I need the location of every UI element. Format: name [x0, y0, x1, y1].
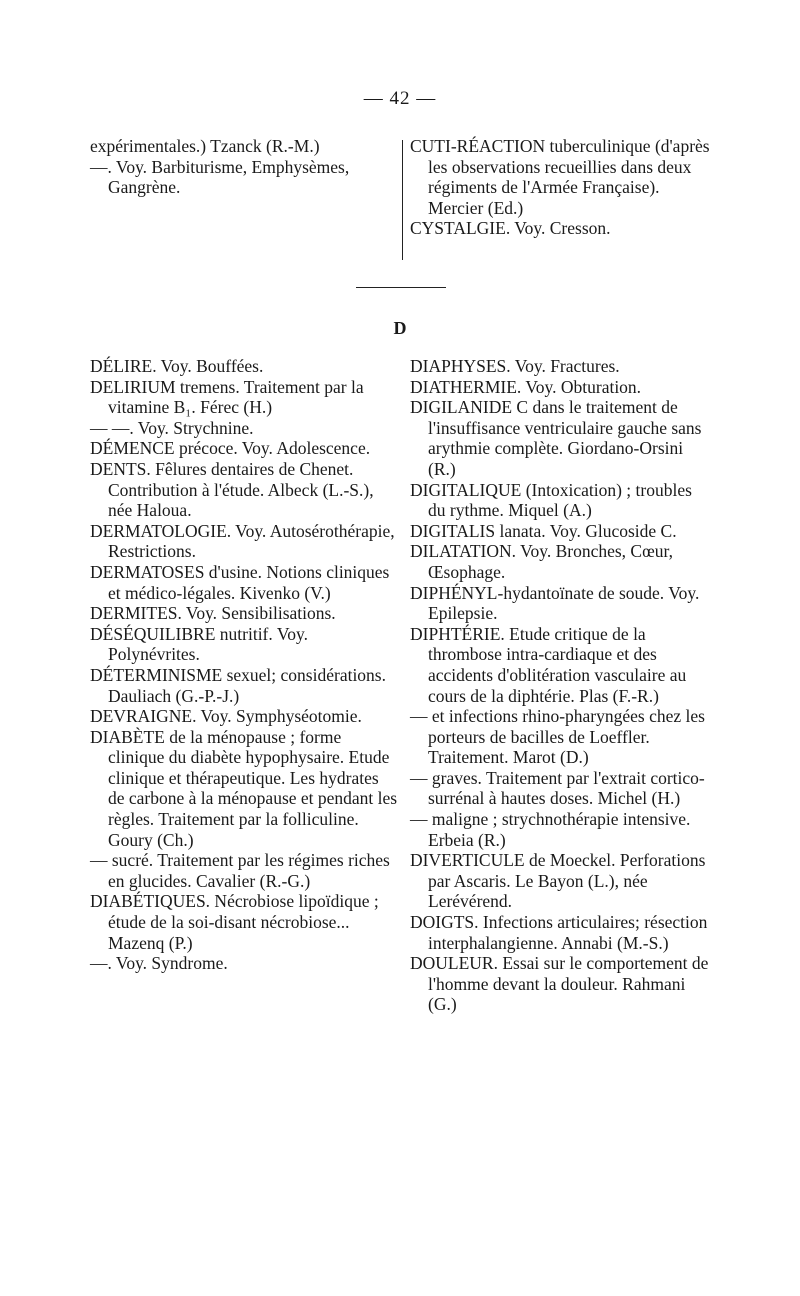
index-entry: DÉMENCE précoce. Voy. Adolescence. [90, 438, 371, 459]
index-entry: DOULEUR. Essai sur le comportement de l'homme devant la douleur. Rahmani (G.) [410, 953, 709, 1015]
top-right-column [410, 136, 710, 239]
top-left-column [90, 136, 398, 198]
section-letter: D [393, 318, 407, 338]
left-column [90, 356, 398, 974]
index-entry: DIPHÉNYL-hydantoïnate de soude. Voy. Epilepsie. [410, 582, 700, 624]
index-entry: DENTS. Fêlures dentaires de Chenet. Contribution à l'étude. Albeck (L.-S.), née Haloua. [90, 458, 374, 521]
index-entry: — maligne ; strychnothérapie intensive. Erbeia (R.) [410, 809, 691, 850]
page-number: — 42 — [363, 88, 437, 109]
index-entry: DIGILANIDE C dans le traitement de l'insuffisance ventriculaire gauche sans arythmie complète. Giordano-Orsini (R.) [410, 397, 702, 479]
index-entry: DERMATOLOGIE. Voy. Autosérothérapie, Restrictions. [90, 520, 395, 562]
index-entry: DERMATOSES d'usine. Notions cliniques et médico-légales. Kivenko (V.) [90, 561, 390, 603]
index-entry: — graves. Traitement par l'extrait cortico-surrénal à hautes doses. Michel (H.) [410, 767, 705, 809]
index-entry: DIGITALIQUE (Intoxication) ; troubles du rythme. Miquel (A.) [410, 479, 692, 521]
index-entry: — —. Voy. Strychnine. [90, 417, 254, 438]
index-entry: expérimentales.) Tzanck (R.-M.) [90, 136, 320, 156]
section-divider [356, 287, 446, 288]
index-entry: DIATHERMIE. Voy. Obturation. [410, 376, 642, 397]
index-entry: DOIGTS. Infections articulaires; résection interphalangienne. Annabi (M.-S.) [410, 912, 708, 953]
index-entry: DÉLIRE. Voy. Bouffées. [90, 356, 264, 376]
column-rule [402, 140, 403, 260]
index-entry: CYSTALGIE. Voy. Cresson. [410, 218, 611, 239]
index-entry: DIAPHYSES. Voy. Fractures. [410, 356, 620, 376]
index-entry: DERMITES. Voy. Sensibilisations. [90, 603, 336, 624]
right-column [410, 356, 710, 1015]
index-entry: DIGITALIS lanata. Voy. Glucoside C. [410, 520, 677, 541]
index-entry: DÉTERMINISME sexuel; considérations. Dauliach (G.-P.-J.) [90, 664, 386, 706]
index-entry: —. Voy. Syndrome. [90, 953, 228, 974]
index-entry: —. Voy. Barbiturisme, Emphysèmes, Gangrène. [90, 156, 350, 198]
index-entry: — sucré. Traitement par les régimes riches en glucides. Cavalier (R.-G.) [90, 850, 390, 891]
index-entry: CUTI-RÉACTION tuberculinique (d'après les observations recueillies dans deux régiments de l'Armée Française). Mercier (Ed.) [410, 136, 710, 218]
index-entry: DIABÈTE de la ménopause ; forme clinique du diabète hypophysaire. Etude clinique et thérapeutique. Les hydrates de carbone à la ménopause et pendant les règles. Traitement par la folliculine. Goury (Ch.) [90, 726, 398, 850]
index-entry: — et infections rhino-pharyngées chez les porteurs de bacilles de Loeffler. Traitement. Marot (D.) [410, 706, 705, 768]
index-entry: DIPHTÉRIE. Etude critique de la thrombose intra-cardiaque et des accidents d'oblitération vasculaire au cours de la diphtérie. Plas (F.-R.) [410, 623, 687, 706]
index-entry: DIABÉTIQUES. Nécrobiose lipoïdique ; étude de la soi-disant nécrobiose... Mazenq (P.) [90, 891, 379, 953]
index-entry: DÉSÉQUILIBRE nutritif. Voy. Polynévrites. [90, 623, 308, 665]
index-entry: DIVERTICULE de Moeckel. Perforations par Ascaris. Le Bayon (L.), née Lerévérend. [410, 850, 706, 912]
index-entry: DELIRIUM tremens. Traitement par la vitamine B₁. Férec (H.) [90, 376, 364, 418]
index-entry: DEVRAIGNE. Voy. Symphyséotomie. [90, 706, 362, 727]
index-entry: DILATATION. Voy. Bronches, Cœur, Œsophage. [410, 541, 673, 582]
